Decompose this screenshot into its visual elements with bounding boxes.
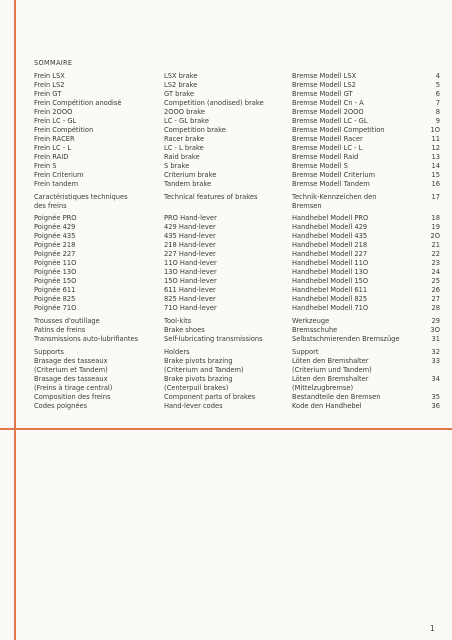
toc-entry-french: Caractéristiques techniques (34, 193, 128, 201)
toc-entry-english: Technical features of brakes (164, 193, 258, 201)
toc-entry-english: Tandem brake (164, 180, 212, 188)
toc-page-number: 29 (431, 317, 440, 325)
toc-entry-german: Werkzeuge (292, 317, 330, 325)
toc-entry-english: 11O Hand-lever (164, 259, 217, 267)
toc-entry-english: Raid brake (164, 153, 200, 161)
toc-row (34, 402, 440, 411)
toc-page-number: 11 (431, 135, 440, 143)
toc-page-number: 22 (431, 250, 440, 258)
toc-row (34, 223, 440, 232)
toc-entry-english: Tool-kits (164, 317, 192, 325)
toc-entry-german: Handhebel Modell 429 (292, 223, 368, 231)
toc-entry-german: Bremse Modell Tandem (292, 180, 370, 188)
toc-entry-english: LSX brake (164, 72, 198, 80)
toc-page-number: 7 (435, 99, 440, 107)
toc-row (34, 202, 440, 211)
toc-entry-french: Codes poignées (34, 402, 88, 410)
toc-entry-english: (Centerpull brakes) (164, 384, 229, 392)
toc-row (34, 268, 440, 277)
toc-entry-french: Frein LC - L (34, 144, 72, 152)
toc-entry-german: Bremse Modell Cn - A (292, 99, 364, 107)
toc-entry-english: (Criterium and Tandem) (164, 366, 244, 374)
toc-page-number: 3O (430, 326, 440, 334)
toc-row (34, 277, 440, 286)
toc-entry-german: Bremse Modell LSX (292, 72, 357, 80)
toc-page-number: 27 (431, 295, 440, 303)
toc-row (34, 348, 440, 357)
toc-entry-german: Bremse Modell LS2 (292, 81, 356, 89)
vertical-accent-rule (14, 0, 16, 640)
toc-entry-french: Poignée 429 (34, 223, 76, 231)
toc-page-number: 4 (435, 72, 440, 80)
toc-entry-english: PRO Hand-lever (164, 214, 217, 222)
toc-row (34, 171, 440, 180)
toc-entry-english: Racer brake (164, 135, 205, 143)
toc-row (34, 214, 440, 223)
page-number: 1 (430, 624, 435, 633)
toc-entry-german: Bremse Modell GT (292, 90, 353, 98)
toc-entry-german: Handhebel Modell 227 (292, 250, 368, 258)
toc-entry-english: 13O Hand-lever (164, 268, 217, 276)
toc-entry-english: Competition brake (164, 126, 226, 134)
toc-entry-german: Bremse Modell Competition (292, 126, 385, 134)
toc-entry-english: Brake pivots brazing (164, 375, 233, 383)
toc-page-number: 12 (431, 144, 440, 152)
toc-row (34, 304, 440, 313)
toc-entry-english: Hand-lever codes (164, 402, 223, 410)
toc-page-number: 2O (430, 232, 440, 240)
toc-row (34, 81, 440, 90)
toc-page-number: 26 (431, 286, 440, 294)
toc-page-number: 16 (431, 180, 440, 188)
toc-entry-english: Holders (164, 348, 190, 356)
toc-page-number: 14 (431, 162, 440, 170)
toc-entry-german: Bremse Modell Criterium (292, 171, 375, 179)
toc-row (34, 117, 440, 126)
toc-row (34, 366, 440, 375)
toc-page-number: 25 (431, 277, 440, 285)
toc-entry-english: LC - L brake (164, 144, 204, 152)
toc-entry-french: Frein GT (34, 90, 62, 98)
toc-page-number: 28 (431, 304, 440, 312)
toc-entry-french: Frein 2OOO (34, 108, 73, 116)
toc-entry-german: Handhebel Modell 218 (292, 241, 368, 249)
toc-page-number: 13 (431, 153, 440, 161)
toc-entry-french: Trousses d'outillage (34, 317, 100, 325)
toc-entry-german: Bremse Modell 2OOO (292, 108, 364, 116)
toc-entry-english: Brake pivots brazing (164, 357, 233, 365)
toc-entry-french: des freins (34, 202, 67, 210)
toc-page-number: 21 (431, 241, 440, 249)
toc-entry-german: Handhebel Modell 611 (292, 286, 368, 294)
toc-entry-german: Support (292, 348, 319, 356)
toc-page-number: 1O (430, 126, 440, 134)
toc-row (34, 232, 440, 241)
toc-entry-english: Criterium brake (164, 171, 217, 179)
toc-entry-french: Frein Criterium (34, 171, 84, 179)
toc-entry-french: Frein LS2 (34, 81, 65, 89)
page-title: SOMMAIRE (34, 59, 73, 67)
toc-row (34, 135, 440, 144)
toc-page-number: 18 (431, 214, 440, 222)
toc-entry-german: Handhebel Modell PRO (292, 214, 369, 222)
toc-entry-french: Poignée 15O (34, 277, 77, 285)
toc-page-number: 17 (431, 193, 440, 201)
toc-row (34, 393, 440, 402)
toc-entry-german: Handhebel Modell 71O (292, 304, 369, 312)
toc-entry-english: 218 Hand-lever (164, 241, 216, 249)
toc-entry-french: Patins de freins (34, 326, 86, 334)
toc-page-number: 6 (435, 90, 440, 98)
toc-page-number: 15 (431, 171, 440, 179)
toc-row (34, 250, 440, 259)
toc-entry-english: Component parts of brakes (164, 393, 256, 401)
toc-row (34, 99, 440, 108)
toc-entry-german: Bremse Modell Racer (292, 135, 363, 143)
toc-entry-french: Poignée 435 (34, 232, 76, 240)
toc-page-number: 33 (431, 357, 440, 365)
toc-page-number: 32 (431, 348, 440, 356)
toc-entry-french: Poignée 71O (34, 304, 77, 312)
toc-row (34, 108, 440, 117)
toc-entry-french: Frein S (34, 162, 57, 170)
toc-row (34, 72, 440, 81)
toc-entry-german: Bremse Modell LC - L (292, 144, 363, 152)
toc-page-number: 34 (431, 375, 440, 383)
toc-entry-french: Poignée PRO (34, 214, 77, 222)
toc-entry-english: GT brake (164, 90, 194, 98)
toc-entry-french: Poignée 218 (34, 241, 76, 249)
toc-entry-english: LS2 brake (164, 81, 198, 89)
toc-row (34, 317, 440, 326)
toc-entry-french: Poignée 611 (34, 286, 76, 294)
toc-entry-german: Handhebel Modell 13O (292, 268, 369, 276)
toc-entry-german: Bremsschuhe (292, 326, 338, 334)
toc-entry-english: 435 Hand-lever (164, 232, 216, 240)
toc-entry-german: (Criterium und Tandem) (292, 366, 372, 374)
toc-row (34, 126, 440, 135)
toc-entry-french: Frein Compétition (34, 126, 94, 134)
toc-entry-french: Frein LSX (34, 72, 65, 80)
toc-row (34, 384, 440, 393)
toc-entry-french: Supports (34, 348, 64, 356)
toc-entry-german: Technik-Kennzeichen den (292, 193, 377, 201)
toc-entry-english: Competition (anodised) brake (164, 99, 264, 107)
toc-row (34, 357, 440, 366)
toc-page-number: 24 (431, 268, 440, 276)
toc-entry-french: (Criterium et Tandem) (34, 366, 108, 374)
toc-entry-german: Handhebel Modell 435 (292, 232, 368, 240)
toc-entry-german: Handhebel Modell 11O (292, 259, 369, 267)
toc-row (34, 90, 440, 99)
toc-entry-french: Frein RAID (34, 153, 69, 161)
toc-entry-french: Brasage des tasseaux (34, 357, 108, 365)
toc-entry-english: LC - GL brake (164, 117, 209, 125)
toc-entry-french: Poignée 825 (34, 295, 76, 303)
toc-row (34, 144, 440, 153)
toc-page-number: 35 (431, 393, 440, 401)
toc-entry-english: 825 Hand-lever (164, 295, 216, 303)
toc-entry-english: 2OOO brake (164, 108, 206, 116)
toc-row (34, 162, 440, 171)
toc-row (34, 180, 440, 189)
toc-entry-english: 15O Hand-lever (164, 277, 217, 285)
toc-row (34, 375, 440, 384)
toc-page-number: 8 (435, 108, 440, 116)
toc-entry-french: Frein LC - GL (34, 117, 77, 125)
toc-entry-french: Poignée 11O (34, 259, 77, 267)
toc-page-number: 23 (431, 259, 440, 267)
toc-entry-german: Löten den Bremshalter (292, 375, 369, 383)
toc-entry-german: Löten den Bremshalter (292, 357, 369, 365)
toc-row (34, 326, 440, 335)
toc-entry-english: S brake (164, 162, 190, 170)
toc-entry-german: Bremse Modell Raid (292, 153, 359, 161)
toc-entry-english: 71O Hand-lever (164, 304, 217, 312)
toc-page-number: 5 (435, 81, 440, 89)
toc-entry-german: Bremse Modell LC - GL (292, 117, 368, 125)
toc-entry-french: Poignée 227 (34, 250, 76, 258)
toc-entry-french: (Freins à tirage central) (34, 384, 113, 392)
toc-page-number: 31 (431, 335, 440, 343)
toc-page-number: 9 (435, 117, 440, 125)
toc-entry-french: Frein Compétition anodisé (34, 99, 122, 107)
toc-entry-german: Handhebel Modell 825 (292, 295, 368, 303)
toc-row (34, 259, 440, 268)
toc-row (34, 241, 440, 250)
toc-entry-german: Bremsen (292, 202, 322, 210)
toc-entry-english: 429 Hand-lever (164, 223, 216, 231)
toc-entry-german: (Mittelzugbremse) (292, 384, 354, 392)
toc-row (34, 153, 440, 162)
toc-page-number: 19 (431, 223, 440, 231)
toc-entry-french: Brasage des tasseaux (34, 375, 108, 383)
horizontal-accent-rule (0, 428, 452, 430)
toc-entry-french: Composition des freins (34, 393, 111, 401)
toc-entry-english: Self-lubricating transmissions (164, 335, 263, 343)
toc-page-number: 36 (431, 402, 440, 410)
toc-entry-french: Poignée 13O (34, 268, 77, 276)
toc-row (34, 193, 440, 202)
toc-entry-english: 611 Hand-lever (164, 286, 216, 294)
toc-entry-french: Frein RACER (34, 135, 75, 143)
toc-entry-german: Bestandteile den Bremsen (292, 393, 381, 401)
toc-row (34, 286, 440, 295)
toc-entry-german: Bremse Modell S (292, 162, 348, 170)
toc-entry-french: Frein tandem (34, 180, 79, 188)
toc-entry-german: Handhebel Modell 15O (292, 277, 369, 285)
toc-entry-german: Selbstschmierenden Bremszüge (292, 335, 400, 343)
toc-entry-english: Brake shoes (164, 326, 205, 334)
toc-row (34, 295, 440, 304)
toc-entry-german: Kode den Handhebel (292, 402, 362, 410)
toc-row (34, 335, 440, 344)
toc-entry-french: Transmissions auto-lubrifiantes (34, 335, 139, 343)
toc-entry-english: 227 Hand-lever (164, 250, 216, 258)
